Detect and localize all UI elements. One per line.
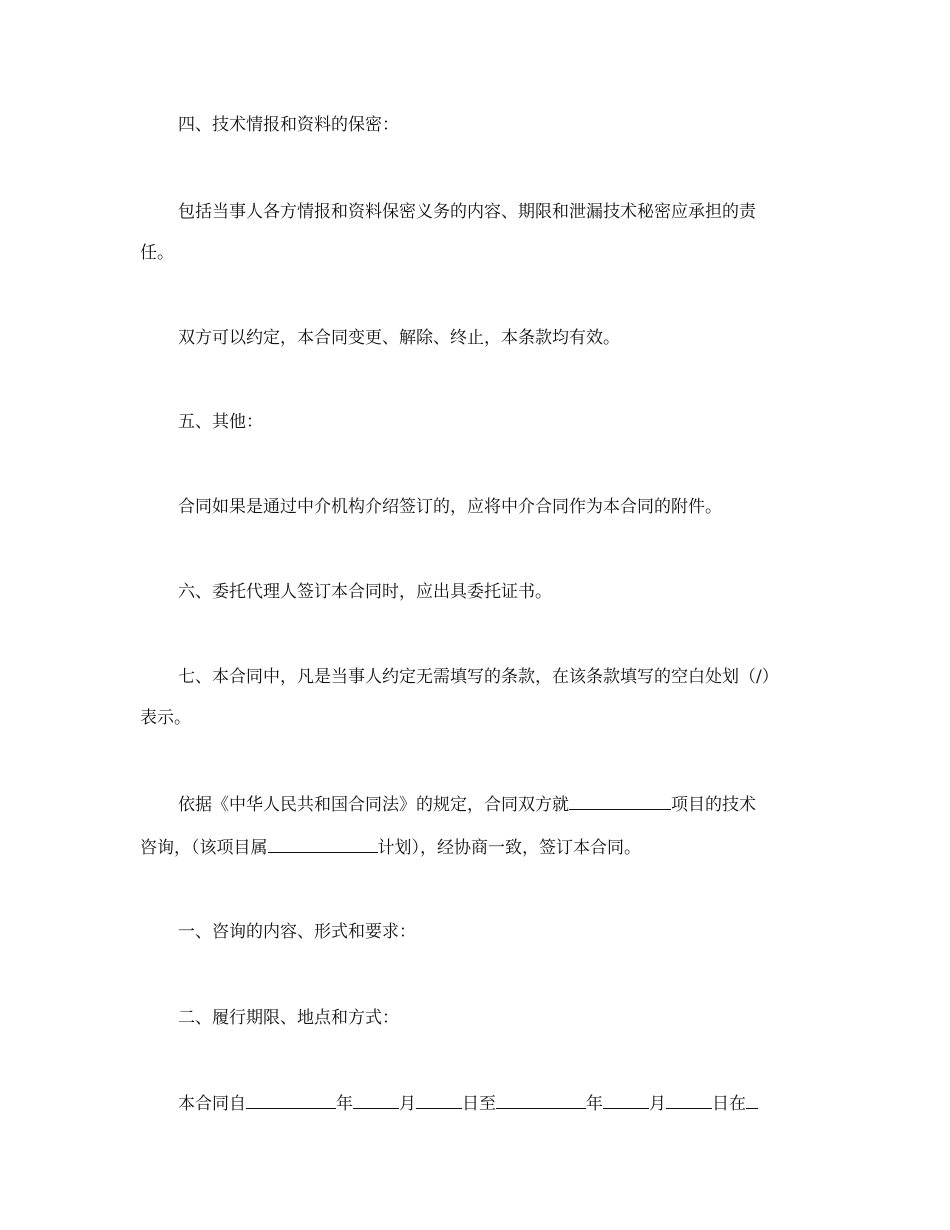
basis-text-1: 依据《中华人民共和国合同法》的规定，合同双方就: [178, 795, 569, 815]
term-text-from: 本合同自: [178, 1094, 246, 1114]
heading-performance-period: 二、履行期限、地点和方式：: [178, 1008, 399, 1028]
end-month-blank[interactable]: [603, 1092, 649, 1109]
start-day-blank[interactable]: [416, 1092, 462, 1109]
term-text-day-at: 日在: [712, 1094, 746, 1114]
paragraph-blank-fields-line2: 表示。: [140, 708, 191, 728]
paragraph-agent: 六、委托代理人签订本合同时，应出具委托证书。: [178, 582, 552, 602]
paragraph-validity: 双方可以约定，本合同变更、解除、终止，本条款均有效。: [178, 328, 620, 348]
term-text-month-2: 月: [649, 1094, 666, 1114]
paragraph-confidentiality-line2: 任。: [140, 243, 174, 263]
location-blank[interactable]: [746, 1092, 758, 1109]
end-year-blank[interactable]: [496, 1092, 586, 1109]
heading-confidentiality: 四、技术情报和资料的保密：: [178, 115, 399, 135]
paragraph-confidentiality-line1: 包括当事人各方情报和资料保密义务的内容、期限和泄漏技术秘密应承担的责: [178, 202, 756, 222]
term-text-day-to: 日至: [462, 1094, 496, 1114]
paragraph-term-line: [178, 1092, 758, 1115]
paragraph-basis-line1: [178, 793, 756, 816]
term-text-year-2: 年: [586, 1094, 603, 1114]
basis-text-4: 计划），经协商一致，签订本合同。: [377, 838, 641, 858]
term-text-year: 年: [336, 1094, 353, 1114]
basis-text-2: 项目的技术: [671, 795, 756, 815]
project-name-blank[interactable]: [569, 793, 671, 810]
paragraph-basis-line2: [140, 836, 641, 859]
paragraph-intermediary: 合同如果是通过中介机构介绍签订的，应将中介合同作为本合同的附件。: [178, 497, 722, 517]
heading-consulting-content: 一、咨询的内容、形式和要求：: [178, 922, 416, 942]
plan-name-blank[interactable]: [268, 836, 378, 853]
term-text-month: 月: [399, 1094, 416, 1114]
start-year-blank[interactable]: [246, 1092, 336, 1109]
heading-other: 五、其他：: [178, 412, 263, 432]
paragraph-blank-fields-line1: 七、本合同中，凡是当事人约定无需填写的条款，在该条款填写的空白处划（/）: [178, 667, 779, 687]
start-month-blank[interactable]: [353, 1092, 399, 1109]
basis-text-3: 咨询，（该项目属: [140, 838, 268, 858]
end-day-blank[interactable]: [666, 1092, 712, 1109]
